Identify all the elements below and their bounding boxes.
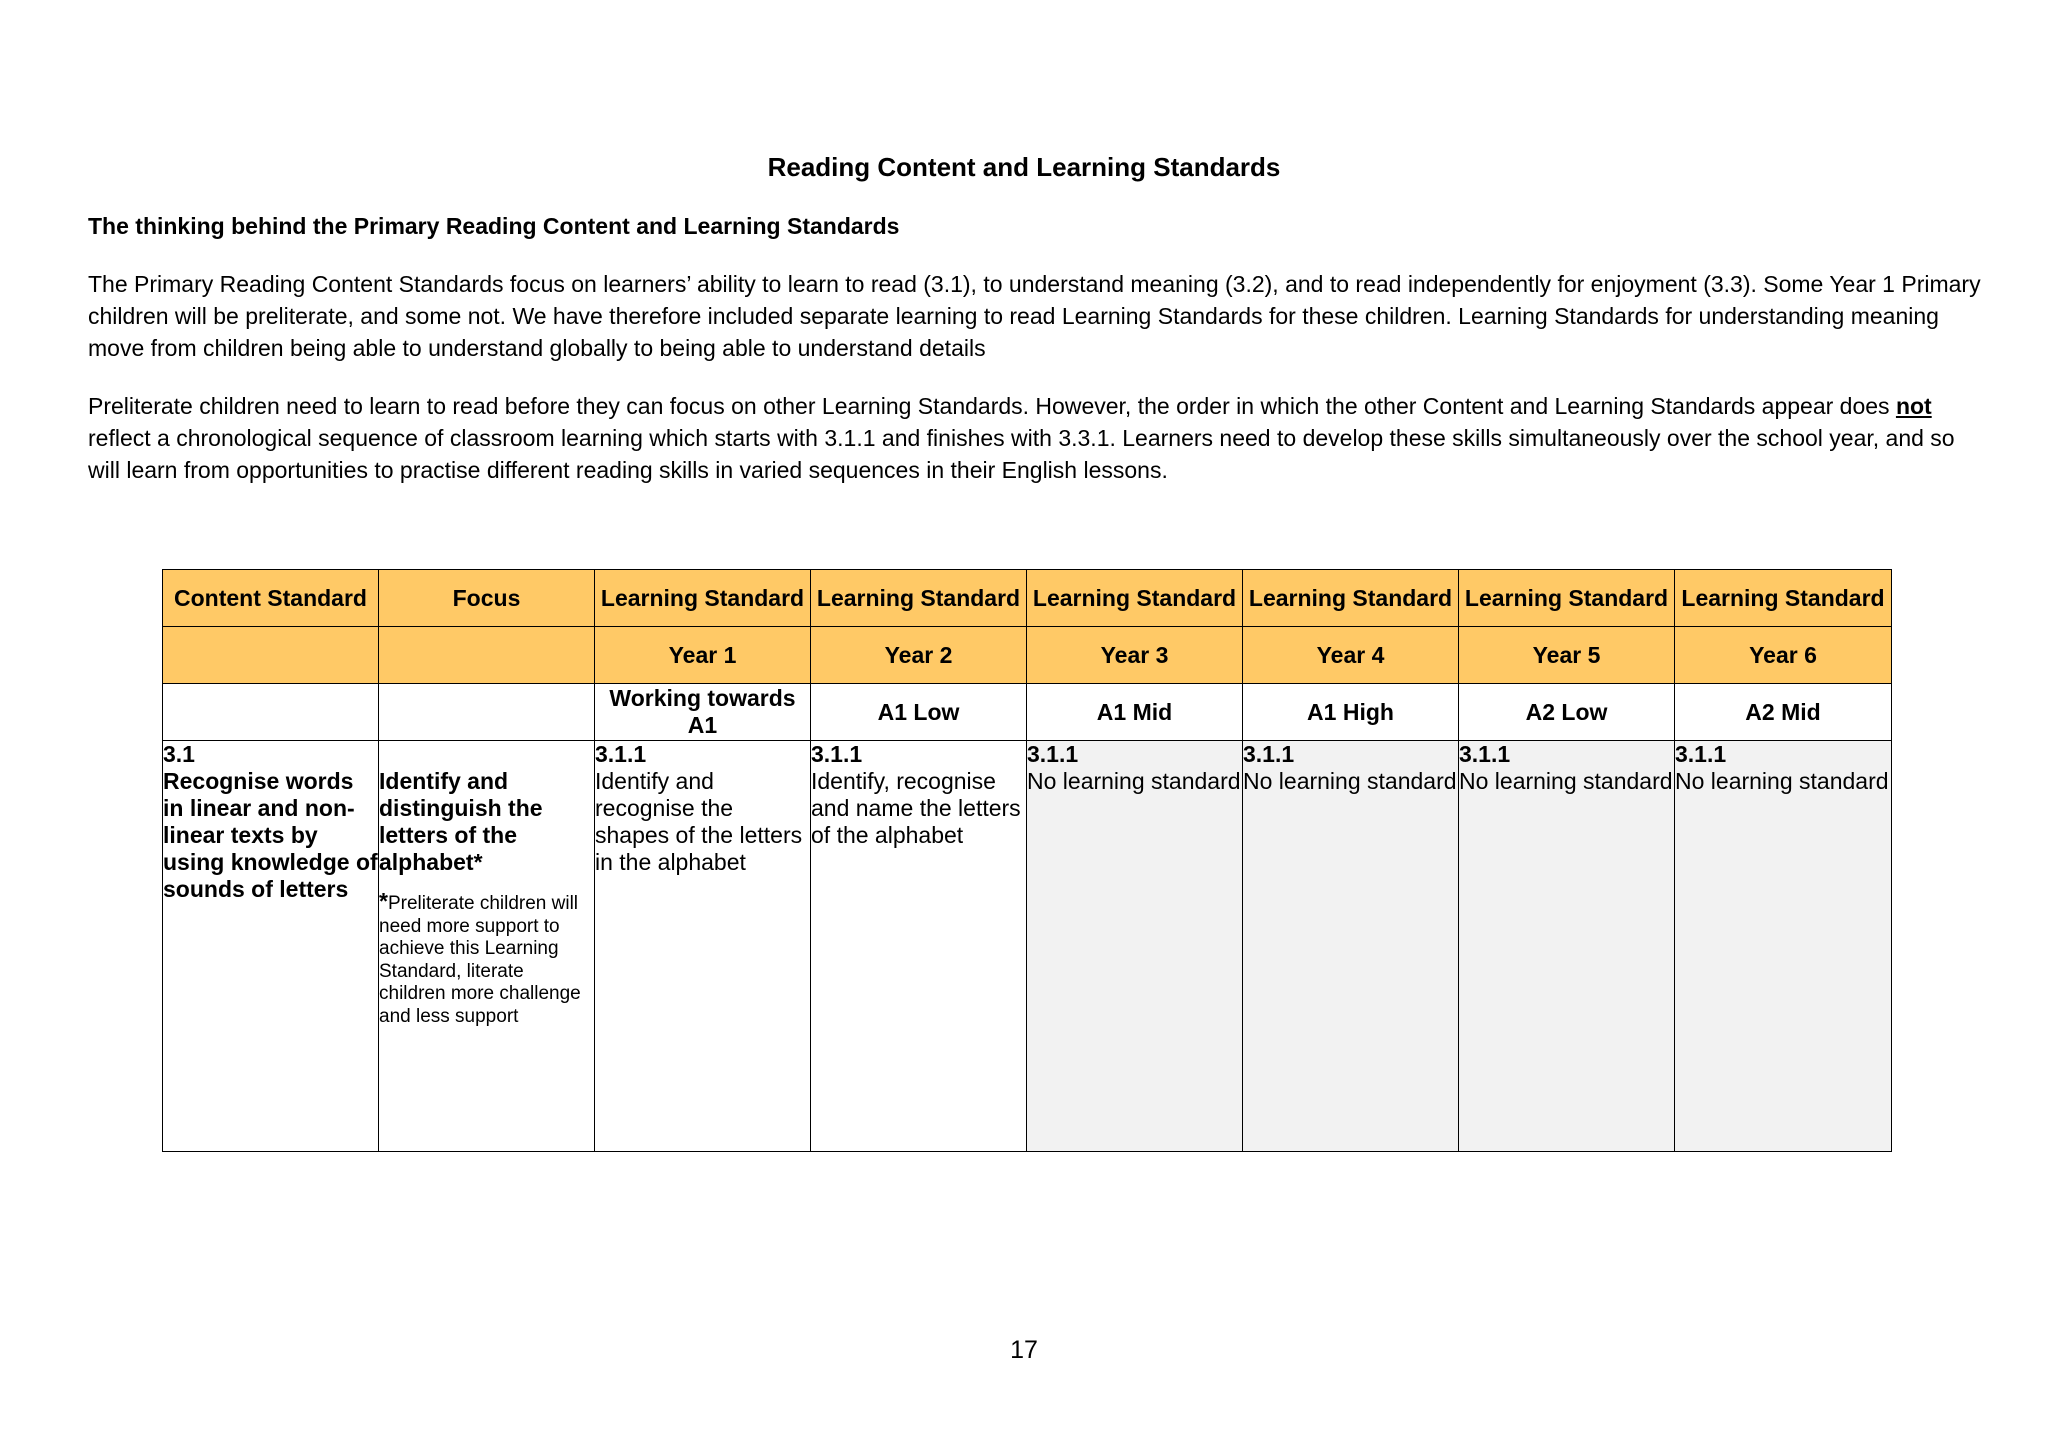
level-blank-cell bbox=[163, 684, 379, 741]
header-learning-standard: Learning Standard bbox=[1675, 570, 1892, 627]
learning-standard-text: No learning standard bbox=[1027, 768, 1241, 794]
learning-standard-code: 3.1.1 bbox=[595, 741, 647, 767]
learning-standard-code: 3.1.1 bbox=[1675, 741, 1727, 767]
header-learning-standard: Learning Standard bbox=[1027, 570, 1243, 627]
header-learning-standard: Learning Standard bbox=[595, 570, 811, 627]
level-cell: A1 High bbox=[1243, 684, 1459, 741]
year-row bbox=[163, 627, 1892, 684]
year-cell: Year 5 bbox=[1459, 627, 1675, 684]
focus-text: Identify and distinguish the letters of the alphabet* bbox=[379, 768, 543, 875]
header-content-standard: Content Standard bbox=[163, 570, 379, 627]
learning-standard-code: 3.1.1 bbox=[1459, 741, 1511, 767]
header-learning-standard: Learning Standard bbox=[1243, 570, 1459, 627]
year-cell: Year 4 bbox=[1243, 627, 1459, 684]
header-row bbox=[163, 570, 1892, 627]
year-blank-cell bbox=[379, 627, 595, 684]
page-number: 17 bbox=[1010, 1336, 1038, 1364]
header-focus: Focus bbox=[379, 570, 595, 627]
learning-standard-code: 3.1.1 bbox=[1027, 741, 1079, 767]
order-paragraph bbox=[88, 390, 1988, 486]
level-blank-cell bbox=[379, 684, 595, 741]
section-subtitle: The thinking behind the Primary Reading Content and Learning Standards bbox=[88, 213, 900, 239]
year-cell: Year 1 bbox=[595, 627, 811, 684]
learning-standard-text: No learning standard bbox=[1459, 768, 1673, 794]
year-cell: Year 3 bbox=[1027, 627, 1243, 684]
note-asterisk: * bbox=[379, 888, 388, 914]
intro-paragraph: The Primary Reading Content Standards focus on learners’ ability to learn to read (3.1), to understand meaning (3.2), and to read independently for enjoyment (3.3). Some Year 1 Primary children will be preliterate, and some not. We have therefore included separate learning to read Learning Standards for these children. Learning Standards for understanding meaning move from children being able to understand globally to being able to understand details bbox=[88, 271, 1981, 361]
order-paragraph-start: Preliterate children need to learn to read before they can focus on other Learning Standards. However, the order in which the other Content and Learning Standards appear does bbox=[88, 393, 1896, 419]
level-cell: A1 Mid bbox=[1027, 684, 1243, 741]
level-cell: A2 Low bbox=[1459, 684, 1675, 741]
content-standard-cell bbox=[163, 741, 379, 1152]
page-title: Reading Content and Learning Standards bbox=[767, 152, 1281, 182]
learning-standard-code: 3.1.1 bbox=[1243, 741, 1295, 767]
learning-standard-code: 3.1.1 bbox=[811, 741, 863, 767]
learning-standard-text: No learning standard bbox=[1675, 768, 1889, 794]
content-standard-code: 3.1 bbox=[163, 741, 195, 767]
learning-standard-cell bbox=[811, 741, 1027, 1152]
level-cell: A1 Low bbox=[811, 684, 1027, 741]
emphasis-not: not bbox=[1895, 393, 1932, 419]
year-cell: Year 2 bbox=[811, 627, 1027, 684]
header-learning-standard: Learning Standard bbox=[811, 570, 1027, 627]
table-row bbox=[163, 741, 1892, 1152]
learning-standard-text: Identify and recognise the shapes of the letters in the alphabet bbox=[595, 768, 803, 875]
learning-standard-text: No learning standard bbox=[1243, 768, 1457, 794]
standards-table bbox=[162, 569, 1892, 1152]
level-row bbox=[163, 684, 1892, 741]
year-blank-cell bbox=[163, 627, 379, 684]
learning-standard-cell bbox=[595, 741, 811, 1152]
learning-standard-cell bbox=[1675, 741, 1892, 1152]
learning-standard-cell bbox=[1243, 741, 1459, 1152]
focus-note-text: Preliterate children will need more support to achieve this Learning Standard, literate children more challenge and less support bbox=[379, 893, 581, 1027]
focus-note bbox=[379, 890, 594, 1028]
order-paragraph-end: reflect a chronological sequence of classroom learning which starts with 3.1.1 and finishes with 3.3.1. Learners need to develop these skills simultaneously over the school year, and so will learn from opportunities to practise different reading skills in varied sequences in their English lessons. bbox=[88, 425, 1955, 483]
content-standard-text: Recognise words in linear and non-linear texts by using knowledge of sounds of letters bbox=[163, 768, 378, 902]
header-learning-standard: Learning Standard bbox=[1459, 570, 1675, 627]
learning-standard-cell bbox=[1459, 741, 1675, 1152]
level-cell: A2 Mid bbox=[1675, 684, 1892, 741]
learning-standard-text: Identify, recognise and name the letters of the alphabet bbox=[811, 768, 1021, 848]
year-cell: Year 6 bbox=[1675, 627, 1892, 684]
learning-standard-cell bbox=[1027, 741, 1243, 1152]
focus-cell bbox=[379, 741, 595, 1152]
level-cell: Working towards A1 bbox=[595, 684, 811, 741]
